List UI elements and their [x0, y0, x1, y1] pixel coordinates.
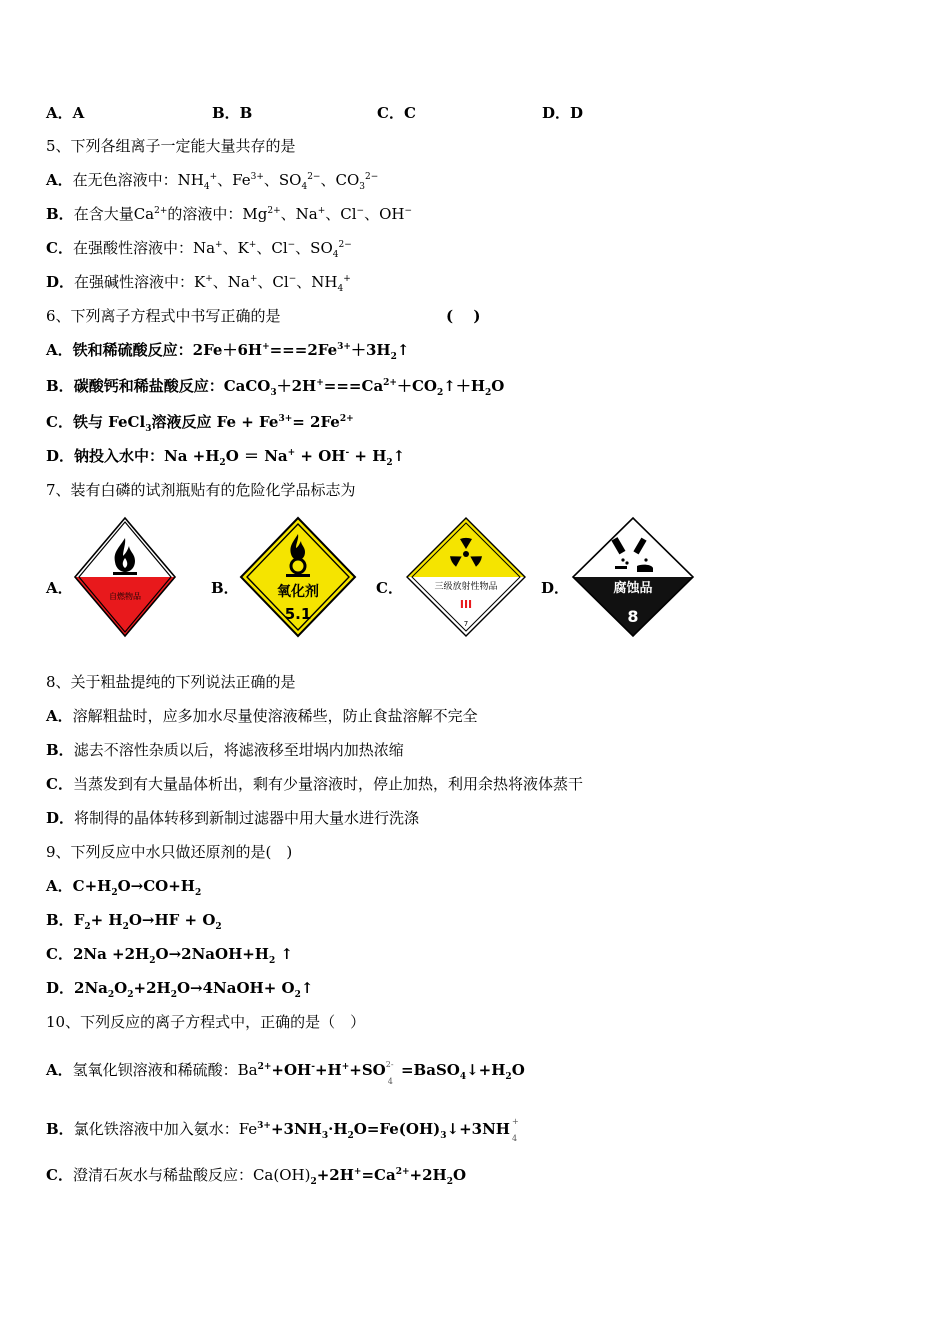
oxidizer-sign — [239, 516, 357, 638]
q5-stem: 5、下列各组离子一定能大量共存的是 — [46, 137, 296, 155]
q9-option-b: B．$F_2+ H_2O\to HF + O_2$ — [46, 911, 222, 932]
q9-stem: 9、下列反应中水只做还原剂的是( ) — [46, 843, 293, 861]
q4-option-a: A．A — [46, 104, 85, 122]
q7-option-c-label: C． — [376, 579, 403, 597]
q5-option-a: A．在无色溶液中：$NH_4^+$、$Fe^{3+}$、$SO_4^{2-}$、$CO_3^{2-}$ — [46, 171, 379, 192]
q6-option-b: B．碳酸钙和稀盐酸反应：$CaCO_3+2H^+===Ca^{2+}+CO_2↑+H_2O$ — [46, 377, 505, 398]
spontaneous-combustion-sign — [73, 516, 177, 638]
q6-option-d: D．钠投入水中：$Na +H_2O = Na^+ + OH^-$ + $H_2↑$ — [46, 447, 406, 468]
sign-c-text: 三级放射性物品 — [434, 582, 498, 592]
sign-c-roman: III — [459, 598, 473, 611]
q4-option-d: D．D — [542, 104, 584, 122]
q10-option-a: A．氢氧化钡溶液和稀硫酸：$Ba^{2+}+OH^-+H^++SO$ 2- 4 $=BaSO_4↓+H_2O$ — [46, 1060, 525, 1086]
q8-option-b: B．滤去不溶性杂质以后，将滤液移至坩埚内加热浓缩 — [46, 741, 404, 759]
q6-option-a: A．铁和稀硫酸反应：$2Fe+6H^+===2Fe^{3+}+3H_2↑$ — [46, 341, 410, 362]
sign-b-number: 5.1 — [284, 605, 312, 623]
q6-option-c: C．铁与 FeCl$_3$溶液反应 $Fe + Fe^{3+}= 2Fe^{2+}$ — [46, 413, 354, 434]
answer-blank: ( ) — [446, 307, 481, 325]
q5-option-d: D．在强碱性溶液中：K+、Na+、Cl−、$NH_4^+$ — [46, 273, 351, 294]
sign-d-number: 8 — [627, 607, 639, 626]
q8-option-c: C．当蒸发到有大量晶体析出，剩有少量溶液时，停止加热，利用余热将液体蒸干 — [46, 775, 583, 793]
q10-option-b: B．氯化铁溶液中加入氨水：$Fe^{3+}+3NH_3\cdot H_2O=Fe(OH)_3↓+3NH$ + 4 — [46, 1117, 519, 1143]
q5-option-c: C．在强酸性溶液中：Na+、K+、Cl−、$SO_4^{2-}$ — [46, 239, 352, 260]
radioactive-sign — [405, 516, 527, 638]
corrosive-sign — [571, 516, 695, 638]
sign-c-number: 7 — [463, 620, 469, 628]
q9-option-a: A．$C+H_2O\to CO+H_2$ — [46, 877, 202, 898]
q6-stem: 6、下列离子方程式中书写正确的是 ( ) — [46, 307, 481, 325]
q7-option-d-label: D． — [541, 579, 570, 597]
q10-stem: 10、下列反应的离子方程式中，正确的是（ ） — [46, 1013, 366, 1031]
sign-b-text: 氧化剂 — [277, 584, 319, 600]
sign-a-text: 自燃物品 — [109, 592, 141, 601]
q10-option-c: C．澄清石灰水与稀盐酸反应：$Ca(OH)_2+2H^+=Ca^{2+}+2H_2O$ — [46, 1166, 467, 1187]
q7-stem: 7、装有白磷的试剂瓶贴有的危险化学品标志为 — [46, 481, 356, 499]
q8-option-a: A．溶解粗盐时，应多加水尽量使溶液稀些，防止食盐溶解不完全 — [46, 707, 478, 725]
q4-option-c: C．C — [377, 104, 416, 122]
red-lower-half — [73, 577, 177, 638]
q9-option-d: D．$2Na_2O_2+2H_2O\to 4NaOH+$ $O_2↑$ — [46, 979, 314, 1000]
q5-option-b: B．在含大量$Ca^{2+}$的溶液中：$Mg^{2+}$、Na+、Cl−、OH− — [46, 205, 413, 223]
sign-d-text: 腐蚀品 — [613, 581, 653, 596]
q9-option-c: C．$2Na +2H_2O\to 2NaOH+H_2$ ↑ — [46, 945, 294, 966]
q4-option-b: B．B — [212, 104, 253, 122]
q7-option-b-label: B． — [211, 579, 239, 597]
q8-stem: 8、关于粗盐提纯的下列说法正确的是 — [46, 673, 296, 691]
q8-option-d: D．将制得的晶体转移到新制过滤器中用大量水进行洗涤 — [46, 809, 420, 827]
q7-option-a-label: A． — [46, 579, 73, 597]
